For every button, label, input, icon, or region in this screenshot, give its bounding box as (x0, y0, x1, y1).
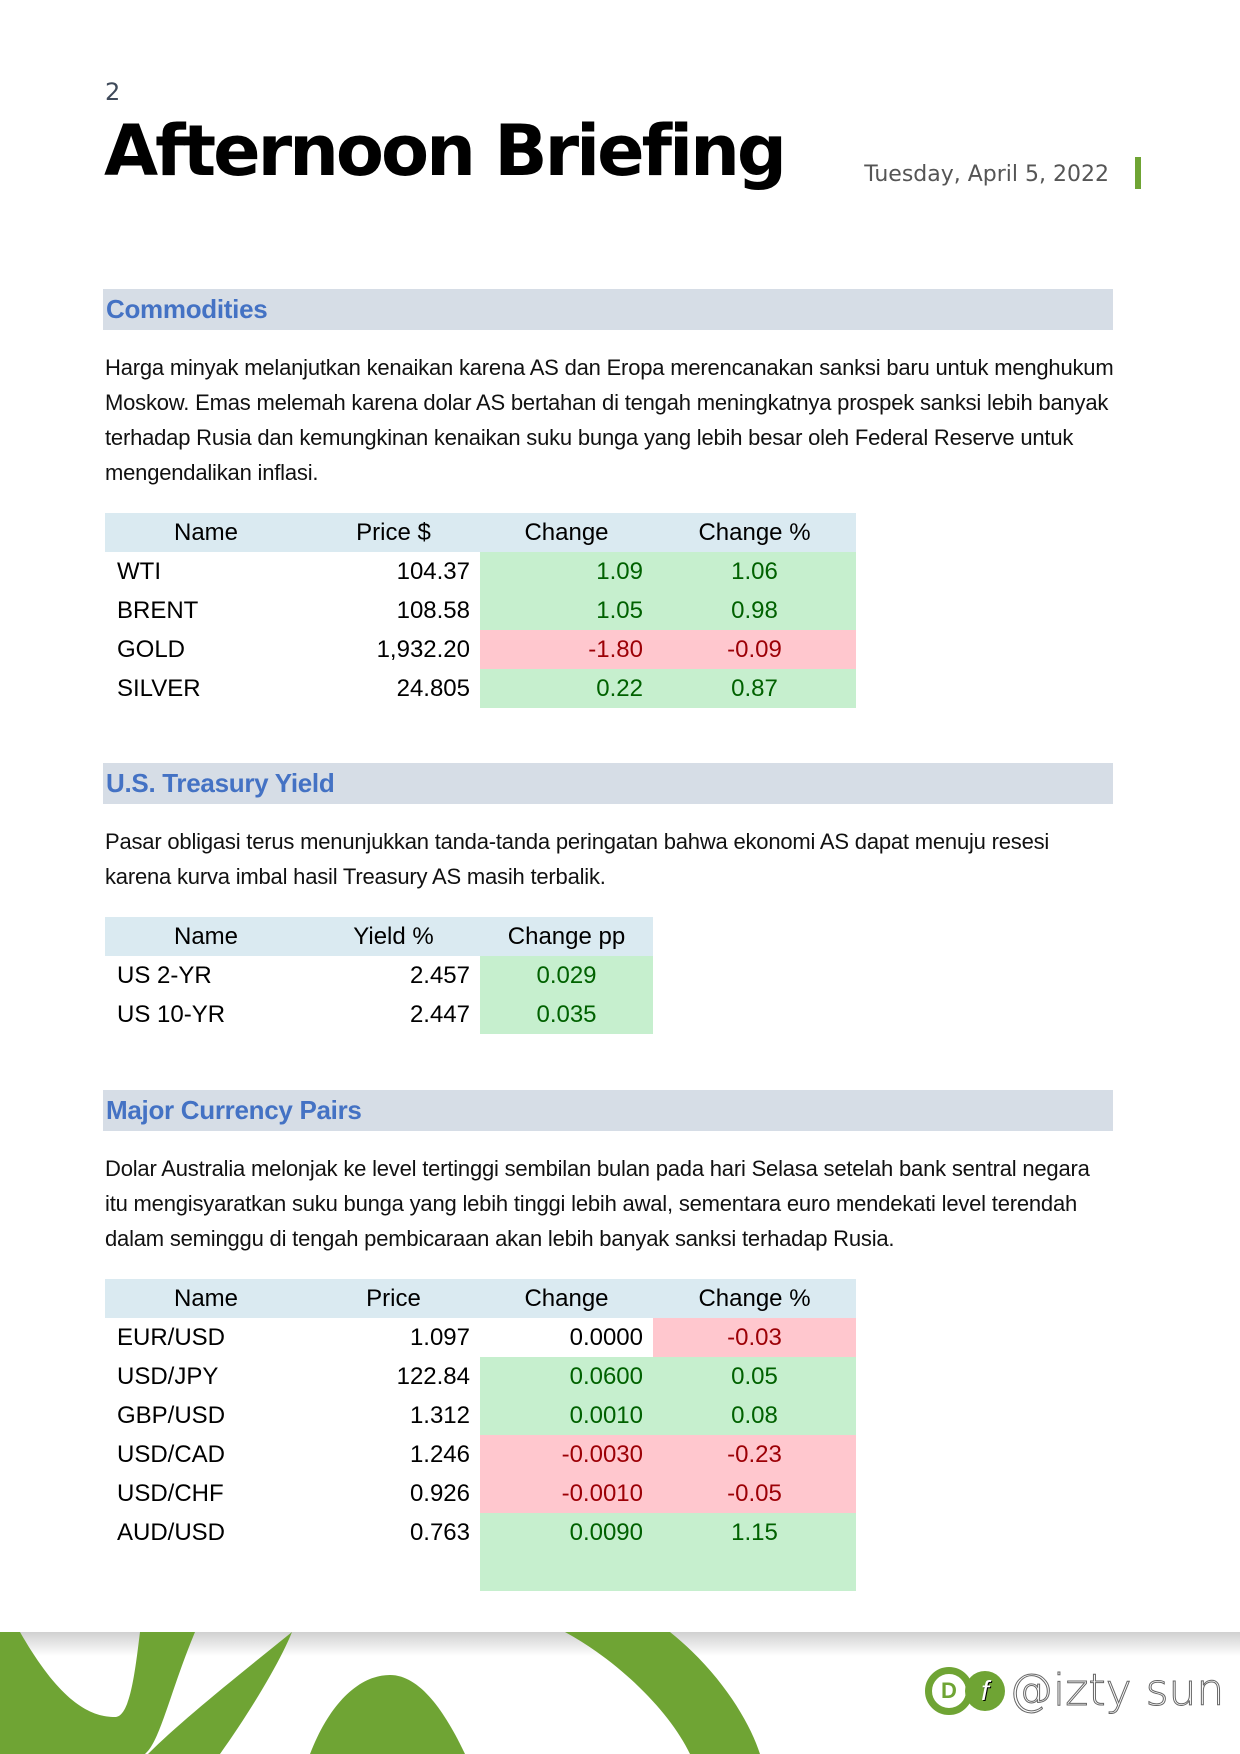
row-name: US 2-YR (117, 961, 212, 989)
logo-icon: D (925, 1667, 973, 1715)
row-change-pct: -0.05 (653, 1474, 856, 1513)
row-change-pct: 1.15 (653, 1513, 856, 1552)
row-name: BRENT (117, 596, 199, 624)
currencies-paragraph: Dolar Australia melonjak ke level tertinggi sembilan bulan pada hari Selasa setelah bank sentral negara itu mengisyaratkan suku bunga yang lebih tinggi lebih awal, sementara euro mendekati level terendah dalam seminggu di tengah pembicaraan akan lebih banyak sanksi terhadap Rusia. (105, 1156, 1090, 1251)
row-change: 0.22 (480, 669, 653, 708)
watermark (925, 1665, 1224, 1716)
row-name: AUD/USD (117, 1518, 226, 1546)
column-header: Change (480, 513, 653, 552)
row-name: USD/CHF (117, 1479, 224, 1507)
row-name: SILVER (117, 674, 201, 702)
row-change-pct: -0.03 (653, 1318, 856, 1357)
table-row (105, 552, 856, 591)
column-header: Change (480, 1279, 653, 1318)
section-header-treasury (103, 763, 1113, 804)
row-name: USD/JPY (117, 1362, 219, 1390)
treasury-table (105, 917, 653, 1034)
row-yield: 2.457 (409, 961, 470, 989)
row-change-pct: -0.09 (653, 630, 856, 669)
row-price: 1,932.20 (376, 635, 470, 663)
page-number: 2 (105, 78, 121, 106)
table-row (105, 1357, 856, 1396)
row-change-pct: 0.98 (653, 591, 856, 630)
row-name: EUR/USD (117, 1323, 226, 1351)
column-header: Name (105, 513, 307, 552)
row-change: 1.05 (480, 591, 653, 630)
table-header-row (105, 1279, 856, 1318)
table-row (105, 995, 653, 1034)
row-yield: 2.447 (409, 1000, 470, 1028)
table-header-row (105, 513, 856, 552)
table-header-row (105, 917, 653, 956)
column-header: Yield % (307, 917, 480, 956)
column-header: Change % (653, 1279, 856, 1318)
row-change: 0.0090 (480, 1513, 653, 1552)
row-change: -1.80 (480, 630, 653, 669)
treasury-paragraph: Pasar obligasi terus menunjukkan tanda-tanda peringatan bahwa ekonomi AS dapat menuju resesi karena kurva imbal hasil Treasury AS masih terbalik. (105, 829, 1050, 889)
row-price: 0.763 (409, 1518, 470, 1546)
row-price: 24.805 (396, 674, 470, 702)
table-row (105, 630, 856, 669)
row-change: -0.0010 (480, 1474, 653, 1513)
row-price: 122.84 (396, 1362, 470, 1390)
table-row (105, 1474, 856, 1513)
section-header-commodities (103, 289, 1113, 330)
column-header: Name (105, 1279, 307, 1318)
row-change: 0.0000 (569, 1323, 643, 1351)
row-change: 0.0010 (480, 1396, 653, 1435)
row-change-pct: 0.05 (653, 1357, 856, 1396)
section-title: Commodities (106, 294, 268, 324)
row-name: GOLD (117, 635, 186, 663)
section-title: Major Currency Pairs (106, 1095, 362, 1125)
row-change: 1.09 (480, 552, 653, 591)
accent-bar (1135, 157, 1141, 189)
row-change: 0.035 (480, 995, 653, 1034)
row-change-pct: 0.87 (653, 669, 856, 708)
column-header: Price $ (307, 513, 480, 552)
row-name: USD/CAD (117, 1440, 226, 1468)
currencies-table (105, 1279, 856, 1591)
logo-secondary-icon: f (965, 1671, 1005, 1711)
row-name: GBP/USD (117, 1401, 226, 1429)
row-price: 0.926 (409, 1479, 470, 1507)
row-change: -0.0030 (480, 1435, 653, 1474)
row-price: 1.312 (409, 1401, 470, 1429)
row-price: 1.246 (409, 1440, 470, 1468)
row-price: 108.58 (396, 596, 470, 624)
row-name (105, 1552, 307, 1591)
table-row (105, 1396, 856, 1435)
row-change: 0.0600 (480, 1357, 653, 1396)
row-price: 104.37 (396, 557, 470, 585)
column-header: Price (307, 1279, 480, 1318)
row-name: WTI (117, 557, 161, 585)
report-date: Tuesday, April 5, 2022 (864, 162, 1109, 187)
row-price (307, 1552, 480, 1591)
row-change (480, 1552, 653, 1591)
column-header: Change pp (480, 917, 653, 956)
table-row (105, 591, 856, 630)
row-price: 1.097 (409, 1323, 470, 1351)
row-change: 0.029 (480, 956, 653, 995)
table-row (105, 1435, 856, 1474)
commodities-table (105, 513, 856, 708)
column-header: Change % (653, 513, 856, 552)
column-header: Name (105, 917, 307, 956)
section-header-currencies (103, 1090, 1113, 1131)
watermark-text: @izty sun (1009, 1665, 1225, 1716)
table-row (105, 1513, 856, 1552)
section-title: U.S. Treasury Yield (106, 768, 335, 798)
row-change-pct: -0.23 (653, 1435, 856, 1474)
row-change-pct: 0.08 (653, 1396, 856, 1435)
commodities-paragraph: Harga minyak melanjutkan kenaikan karena AS dan Eropa merencanakan sanksi baru untuk menghukum Moskow. Emas melemah karena dolar AS bertahan di tengah meningkatnya prospek sanksi lebih banyak terhadap Rusia dan kemungkinan kenaikan suku bunga yang lebih besar oleh Federal Reserve untuk mengendalikan inflasi. (105, 355, 1114, 485)
table-row (105, 669, 856, 708)
row-name: US 10-YR (117, 1000, 226, 1028)
row-change-pct: 1.06 (653, 552, 856, 591)
page-title: Afternoon Briefing (104, 110, 785, 192)
table-row (105, 1552, 856, 1591)
table-row (105, 1318, 856, 1357)
table-row (105, 956, 653, 995)
row-change-pct (653, 1552, 856, 1591)
